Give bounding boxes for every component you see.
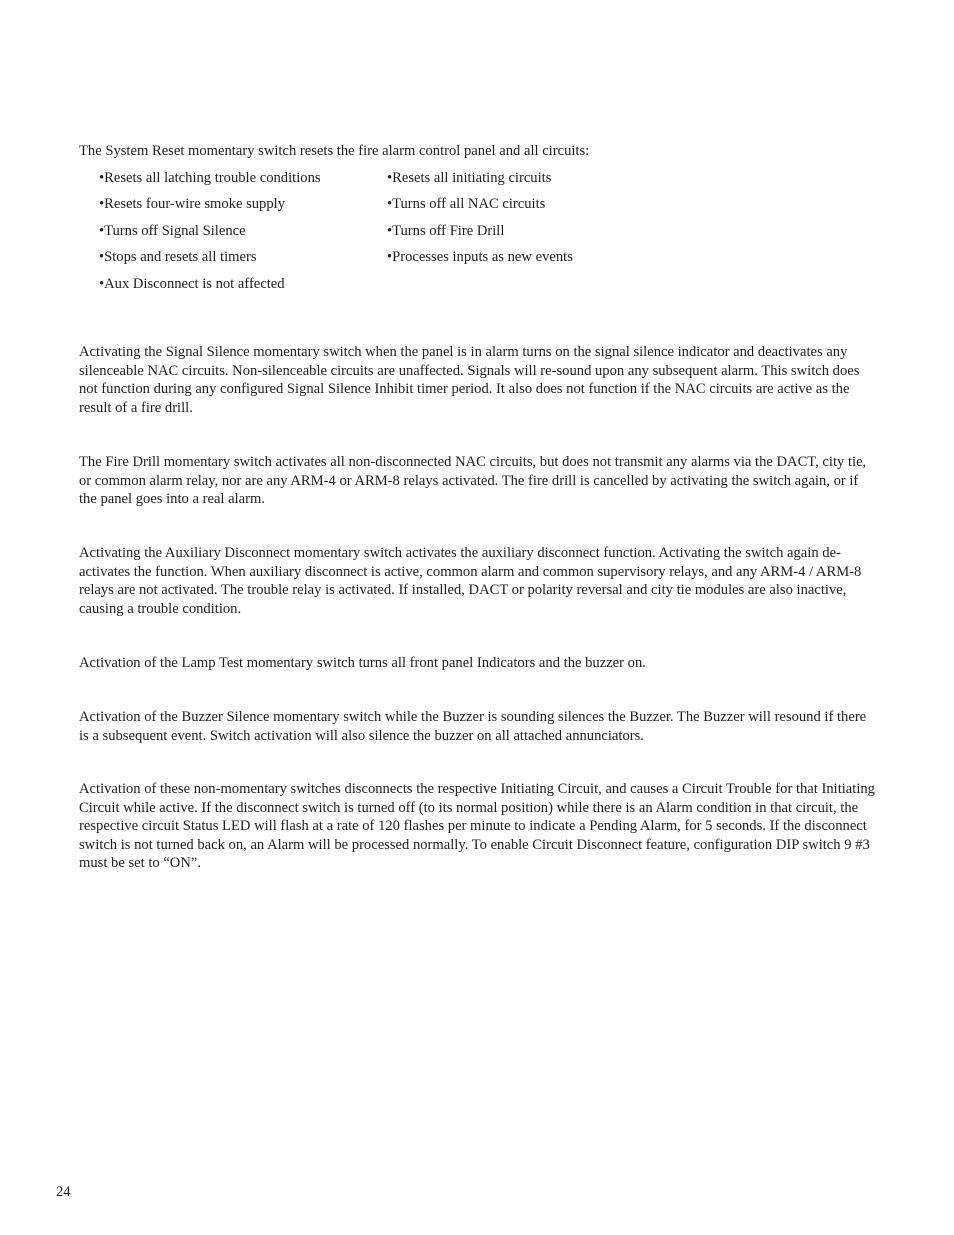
aux-disconnect-paragraph: Activating the Auxiliary Disconnect momentary switch activates the auxiliary disconnect function. Activating the switch again de-activates the function. When auxiliary disconnect is active, common alarm and common supervisory relays, and any ARM-4 / ARM-8 relays are not activated. The trouble relay is activated. If installed, DACT or polarity reversal and city tie modules are also inactive, causing a trouble condition. bbox=[79, 545, 862, 617]
bullet-turns-off-signal-silence: •Turns off Signal Silence bbox=[99, 223, 246, 239]
bullet-aux-disconnect-unaffected: •Aux Disconnect is not affected bbox=[99, 276, 285, 292]
system-reset-intro: The System Reset momentary switch resets the fire alarm control panel and all circuits: bbox=[79, 143, 590, 159]
bullet-stops-resets-timers: •Stops and resets all timers bbox=[99, 249, 257, 265]
bullet-resets-latching-trouble: •Resets all latching trouble conditions bbox=[99, 170, 321, 186]
bullet-turns-off-fire-drill: •Turns off Fire Drill bbox=[387, 223, 505, 239]
signal-silence-paragraph: Activating the Signal Silence momentary switch when the panel is in alarm turns on the signal silence indicator and deactivates any silenceable NAC circuits. Non-silenceable circuits are unaffected. Signals will re-sound upon any subsequent alarm. This switch does not function during any configured Signal Silence Inhibit timer period. It also does not function if the NAC circuits are active as the result of a fire drill. bbox=[79, 344, 860, 416]
page-number: 24 bbox=[56, 1184, 71, 1200]
bullet-processes-inputs: •Processes inputs as new events bbox=[387, 249, 573, 265]
circuit-disconnect-paragraph: Activation of these non-momentary switches disconnects the respective Initiating Circuit, and causes a Circuit Trouble for that Initiating Circuit while active. If the disconnect switch is turned off (to its normal position) while there is an Alarm condition in that circuit, the respective circuit Status LED will flash at a rate of 120 flashes per minute to indicate a Pending Alarm, for 5 seconds. If the disconnect switch is not turned back on, an Alarm will be processed normally. To enable Circuit Disconnect feature, configuration DIP switch 9 #3 must be set to “ON”. bbox=[79, 781, 875, 872]
fire-drill-paragraph: The Fire Drill momentary switch activates all non-disconnected NAC circuits, but does not transmit any alarms via the DACT, city tie, or common alarm relay, nor are any ARM-4 or ARM-8 relays activated. The fire drill is cancelled by activating the switch again, or if the panel goes into a real alarm. bbox=[79, 454, 867, 508]
bullet-turns-off-nac: •Turns off all NAC circuits bbox=[387, 196, 546, 212]
bullet-resets-initiating-circuits: •Resets all initiating circuits bbox=[387, 170, 552, 186]
lamp-test-paragraph: Activation of the Lamp Test momentary switch turns all front panel Indicators and the buzzer on. bbox=[79, 655, 646, 671]
bullet-resets-four-wire-smoke: •Resets four-wire smoke supply bbox=[99, 196, 285, 212]
buzzer-silence-paragraph: Activation of the Buzzer Silence momentary switch while the Buzzer is sounding silences the Buzzer. The Buzzer will resound if there is a subsequent event. Switch activation will also silence the buzzer on all attached annunciators. bbox=[79, 709, 867, 744]
